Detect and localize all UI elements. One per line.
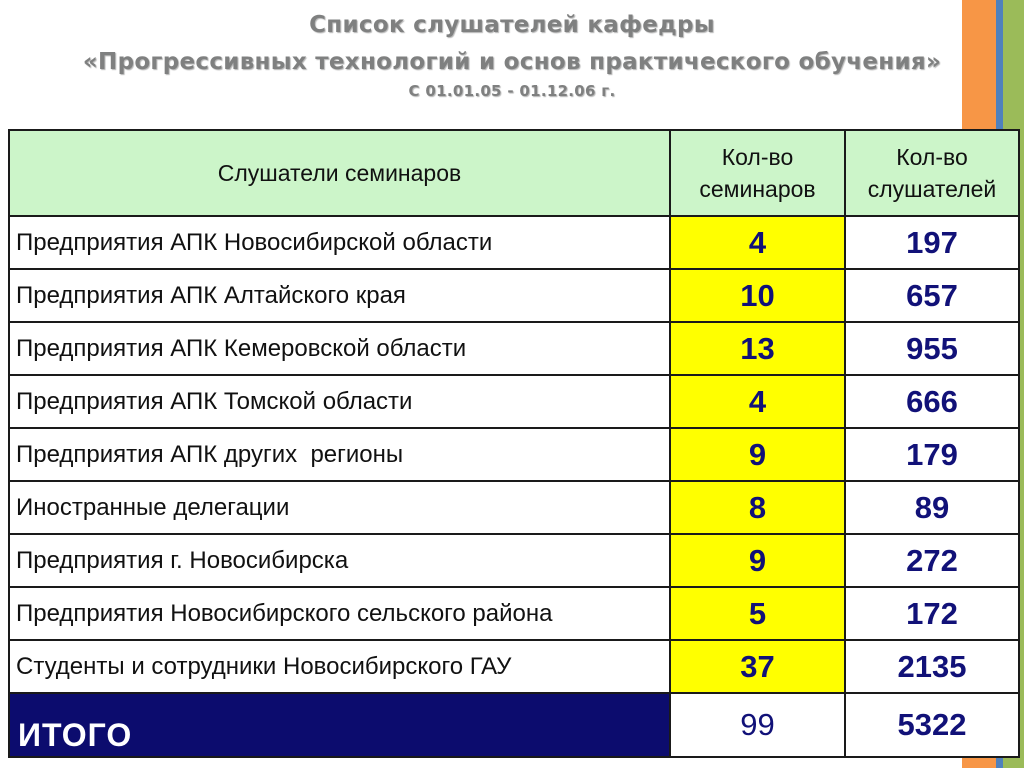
table-row bbox=[9, 428, 1019, 481]
table-row bbox=[9, 481, 1019, 534]
table-row bbox=[9, 640, 1019, 693]
listeners-count-cell: 197 bbox=[845, 216, 1019, 269]
seminars-count-cell: 37 bbox=[670, 640, 845, 693]
participant-name-cell: Иностранные делегации bbox=[9, 481, 670, 534]
table-row bbox=[9, 322, 1019, 375]
seminars-count-cell: 9 bbox=[670, 428, 845, 481]
listeners-count-cell: 2135 bbox=[845, 640, 1019, 693]
seminars-count-cell: 4 bbox=[670, 216, 845, 269]
seminars-count-cell: 8 bbox=[670, 481, 845, 534]
participant-name-cell: Предприятия АПК Алтайского края bbox=[9, 269, 670, 322]
participant-name-cell: Предприятия АПК других регионы bbox=[9, 428, 670, 481]
table-row bbox=[9, 534, 1019, 587]
listeners-table bbox=[8, 129, 1020, 758]
participant-name-cell: Предприятия АПК Новосибирской области bbox=[9, 216, 670, 269]
total-seminars-cell: 99 bbox=[670, 693, 845, 757]
listeners-count-cell: 657 bbox=[845, 269, 1019, 322]
listeners-count-cell: 89 bbox=[845, 481, 1019, 534]
listeners-count-cell: 172 bbox=[845, 587, 1019, 640]
total-row bbox=[9, 693, 1019, 757]
table-row bbox=[9, 269, 1019, 322]
table-row bbox=[9, 375, 1019, 428]
listeners-count-cell: 666 bbox=[845, 375, 1019, 428]
table-row bbox=[9, 587, 1019, 640]
seminars-count-cell: 4 bbox=[670, 375, 845, 428]
participant-name-cell: Предприятия Новосибирского сельского района bbox=[9, 587, 670, 640]
participant-name-cell: Предприятия г. Новосибирска bbox=[9, 534, 670, 587]
seminars-count-cell: 13 bbox=[670, 322, 845, 375]
participant-name-cell: Предприятия АПК Кемеровской области bbox=[9, 322, 670, 375]
participant-name-cell: Студенты и сотрудники Новосибирского ГАУ bbox=[9, 640, 670, 693]
seminars-count-cell: 9 bbox=[670, 534, 845, 587]
listeners-count-cell: 955 bbox=[845, 322, 1019, 375]
column-header-listeners-count: Кол-во слушателей bbox=[845, 130, 1019, 216]
column-header-participants: Слушатели семинаров bbox=[9, 130, 670, 216]
seminars-count-cell: 5 bbox=[670, 587, 845, 640]
table-header-row bbox=[9, 130, 1019, 216]
column-header-seminars-count: Кол-во семинаров bbox=[670, 130, 845, 216]
participant-name-cell: Предприятия АПК Томской области bbox=[9, 375, 670, 428]
date-range: С 01.01.05 - 01.12.06 г. bbox=[408, 82, 616, 100]
table-row bbox=[9, 216, 1019, 269]
title-line-2: «Прогрессивных технологий и основ практического обучения» bbox=[82, 49, 942, 75]
total-listeners-cell: 5322 bbox=[845, 693, 1019, 757]
title-line-1: Список слушателей кафедры bbox=[309, 12, 715, 38]
seminars-count-cell: 10 bbox=[670, 269, 845, 322]
total-label-cell: ИТОГО bbox=[9, 693, 670, 757]
listeners-count-cell: 179 bbox=[845, 428, 1019, 481]
listeners-count-cell: 272 bbox=[845, 534, 1019, 587]
